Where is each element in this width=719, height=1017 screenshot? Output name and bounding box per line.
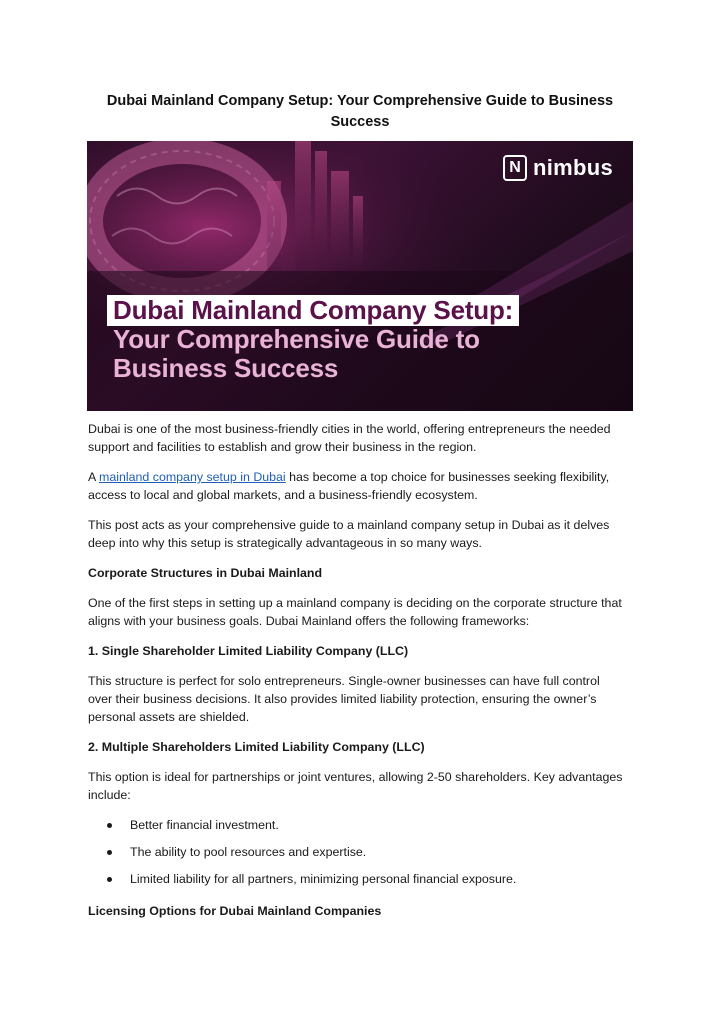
single-shareholder-paragraph: This structure is perfect for solo entrepreneurs. Single-owner businesses can have full control over their business decisions. It also provides limited liability protection, ensuring the owner’s personal assets are shielded.: [88, 674, 600, 724]
nimbus-logo: [503, 155, 613, 181]
mainland-paragraph: [88, 468, 623, 504]
mainland-company-setup-link[interactable]: mainland company setup in Dubai: [99, 470, 286, 484]
skyline-tower: [295, 141, 311, 271]
intro-paragraph: Dubai is one of the most business-friendly cities in the world, offering entrepreneurs the needed support and facilities to establish and grow their business in the region.: [88, 422, 611, 454]
nimbus-logo-icon: N: [503, 155, 527, 181]
single-shareholder-heading: 1. Single Shareholder Limited Liability Company (LLC): [88, 644, 409, 658]
multiple-shareholders-heading: 2. Multiple Shareholders Limited Liability Company (LLC): [88, 740, 425, 754]
list-item: The ability to pool resources and expertise.: [88, 843, 623, 861]
advantages-list: [88, 816, 623, 888]
hero-banner-image: [87, 141, 633, 411]
banner-headline-line-3: Business Success: [113, 353, 339, 383]
multiple-shareholders-paragraph: This option is ideal for partnerships or joint ventures, allowing 2-50 shareholders. Key advantages include:: [88, 770, 623, 802]
paragraph-text: A: [88, 470, 100, 484]
banner-headline-line-2: Your Comprehensive Guide to: [113, 324, 480, 354]
page-title: Dubai Mainland Company Setup: Your Comprehensive Guide to Business Success: [106, 93, 614, 130]
list-item: Limited liability for all partners, minimizing personal financial exposure.: [88, 870, 623, 888]
guide-paragraph: This post acts as your comprehensive guide to a mainland company setup in Dubai as it delves deep into why this setup is strategically advantageous in so many ways.: [88, 518, 610, 550]
corporate-structures-heading: Corporate Structures in Dubai Mainland: [88, 566, 323, 580]
article-body: [88, 420, 623, 932]
banner-headline-line-1: Dubai Mainland Company Setup:: [107, 295, 519, 326]
paragraph-text: has become a top choice for businesses seeking flexibility, access to local and global markets, and a business-friendly ecosystem.: [88, 470, 610, 502]
list-item: Better financial investment.: [88, 816, 623, 834]
brand-name: nimbus: [532, 155, 613, 180]
corporate-structures-paragraph: One of the first steps in setting up a mainland company is deciding on the corporate structure that aligns with your business goals. Dubai Mainland offers the following frameworks:: [88, 596, 622, 628]
licensing-options-heading: Licensing Options for Dubai Mainland Companies: [88, 904, 382, 918]
